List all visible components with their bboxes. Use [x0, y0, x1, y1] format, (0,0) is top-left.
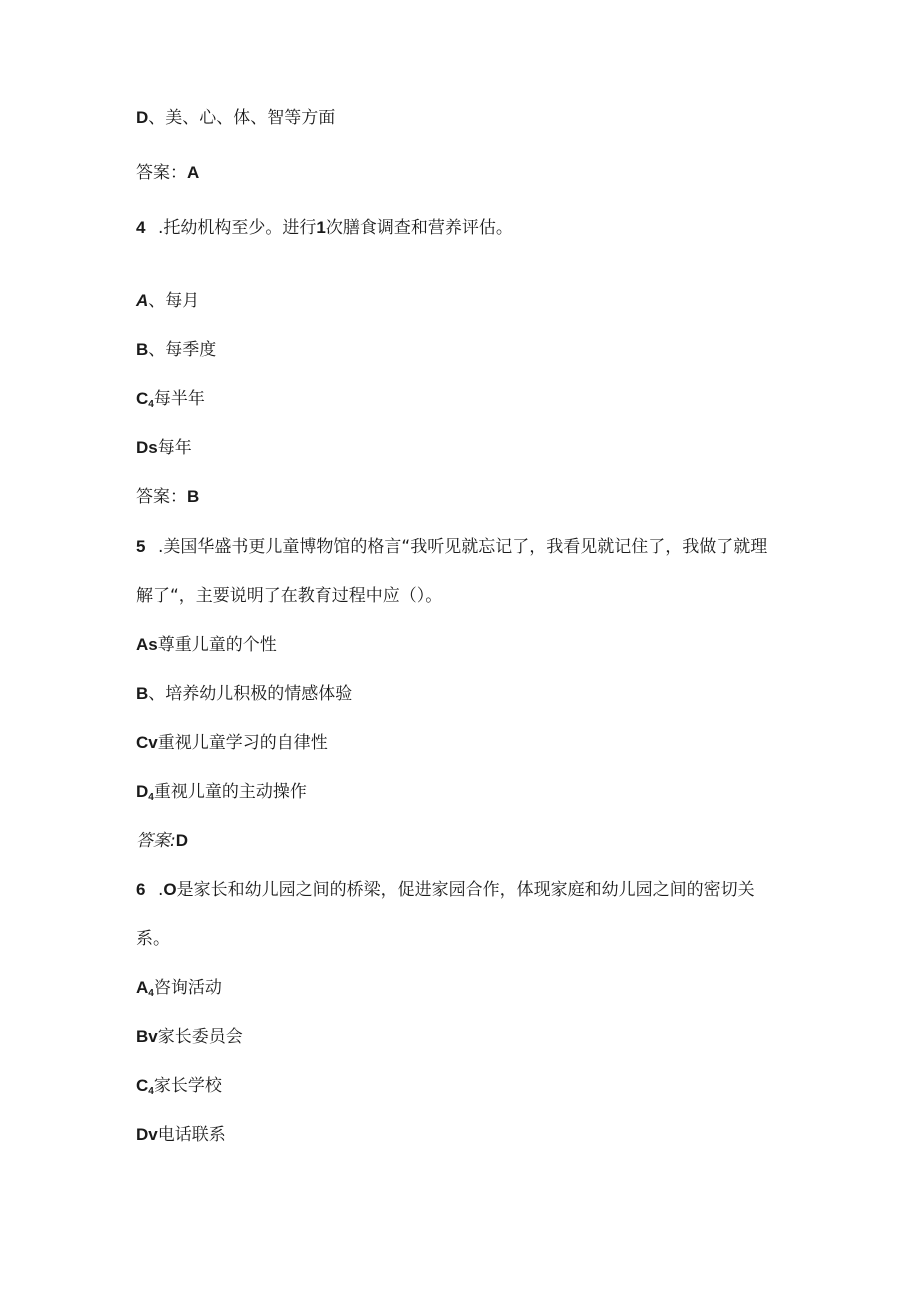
option-letter-sub: 4 — [148, 792, 154, 803]
question-number: 6 — [136, 880, 146, 899]
option-a-q4 — [136, 289, 199, 313]
answer-value: D — [175, 831, 189, 850]
question-6-cont — [136, 927, 170, 951]
option-d-q5 — [136, 780, 307, 810]
option-letter: A — [136, 291, 149, 310]
question-text-bold: O — [163, 880, 177, 899]
question-text-bold: 1 — [316, 218, 326, 237]
option-letter: As — [136, 635, 158, 654]
option-letter-sub: 4 — [148, 399, 154, 410]
option-letter: Cv — [136, 733, 158, 752]
option-text: 、每季度 — [148, 340, 217, 360]
answer-label: 答案： — [136, 487, 187, 507]
question-text: 系。 — [136, 929, 170, 949]
option-letter: B — [136, 340, 149, 359]
option-b-q5 — [136, 682, 352, 706]
option-text: 重视儿童的主动操作 — [153, 782, 307, 802]
option-letter-sub: 4 — [148, 988, 154, 999]
option-c-q4 — [136, 387, 205, 417]
option-letter: C — [136, 1076, 149, 1095]
answer-q3 — [136, 161, 199, 185]
option-letter: Ds — [136, 438, 158, 457]
option-d-q6 — [136, 1123, 226, 1147]
option-letter: A — [136, 978, 149, 997]
option-text: 尊重儿童的个性 — [157, 635, 277, 655]
option-letter-sub: 4 — [148, 1086, 154, 1097]
answer-q4 — [136, 485, 199, 509]
option-text: 每年 — [157, 438, 192, 458]
option-text: 家长委员会 — [157, 1027, 243, 1047]
question-5-cont — [136, 584, 442, 608]
option-b-q6 — [136, 1025, 243, 1049]
option-letter: B — [136, 684, 149, 703]
option-text: 、每月 — [148, 291, 200, 311]
answer-q5 — [136, 829, 188, 853]
option-d-q3 — [136, 106, 335, 130]
option-letter: Dv — [136, 1125, 158, 1144]
option-a-q6 — [136, 976, 222, 1006]
option-b-q4 — [136, 338, 216, 362]
question-number: 4 — [136, 218, 146, 237]
option-text: 咨询活动 — [153, 978, 222, 998]
option-text: 每半年 — [153, 389, 205, 409]
option-d-q4 — [136, 436, 192, 460]
option-a-q5 — [136, 633, 277, 657]
option-text: 、美、心、体、智等方面 — [148, 108, 336, 128]
question-text-rest: 次膳食调查和营养评估。 — [325, 218, 513, 238]
option-text: 电话联系 — [157, 1125, 226, 1145]
question-text: . — [158, 880, 164, 900]
answer-value: A — [187, 163, 200, 182]
question-text: 解了“，主要说明了在教育过程中应（）。 — [136, 586, 443, 606]
question-4 — [136, 216, 513, 240]
question-text-rest: 是家长和幼儿园之间的桥梁，促进家园合作，体现家庭和幼儿园之间的密切关 — [176, 880, 755, 900]
option-letter: C — [136, 389, 149, 408]
option-c-q5 — [136, 731, 328, 755]
question-text: .美国华盛书更儿童博物馆的格言“我听见就忘记了，我看见就记住了，我做了就理 — [158, 537, 768, 557]
answer-value: B — [187, 487, 200, 506]
question-number: 5 — [136, 537, 146, 556]
question-5 — [136, 535, 767, 559]
option-text: 重视儿童学习的自律性 — [157, 733, 328, 753]
option-letter: D — [136, 782, 149, 801]
answer-label: 答案: — [136, 831, 176, 851]
option-letter: Bv — [136, 1027, 158, 1046]
option-text: 、培养幼儿积极的情感体验 — [148, 684, 353, 704]
option-letter: D — [136, 108, 149, 127]
answer-label: 答案： — [136, 163, 187, 183]
option-c-q6 — [136, 1074, 222, 1104]
option-text: 家长学校 — [153, 1076, 222, 1096]
question-6 — [136, 878, 755, 902]
question-text: .托幼机构至少。进行 — [158, 218, 317, 238]
